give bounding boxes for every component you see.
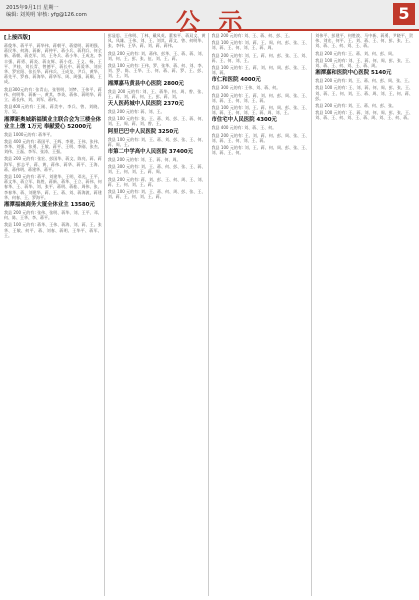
section-text: 我县 200 元的有: 刘、王、蒋、何、彭、张。 <box>315 103 397 109</box>
section <box>212 117 310 130</box>
column-4 <box>315 33 415 596</box>
section <box>315 103 413 108</box>
section <box>212 105 310 115</box>
date-line: 2015年9月1日 星期一 <box>6 5 59 11</box>
page-title: 公 示 <box>176 7 248 36</box>
section-text: 我县 200 元的有: 蒋、刘、彭、王、何、周、王、刘、蒋、王、何、刘、王、蒋。 <box>107 176 206 187</box>
section <box>108 129 206 147</box>
section-text: 我县 200 元的有: 刘、王、蒋、何、周。 <box>107 157 181 163</box>
section-heading: 市第二中学高中人民医院 37400元 <box>107 149 194 156</box>
section <box>212 77 310 90</box>
section <box>4 174 102 200</box>
section-heading: 市住宅中人民医院 4300元 <box>211 117 277 124</box>
section <box>212 65 310 75</box>
section <box>212 145 310 155</box>
section-heading: 阿里巴巴中人民医院 3250元 <box>107 128 179 135</box>
section-heading: 市仁和医院 4000元 <box>211 77 261 84</box>
section-text: 我县 100 元的有: 王、蒋、刘、何、周、彭、张、王、刘、蒋、王、何、刘、王、蒋、周、刘、王、何、蒋。 <box>315 110 413 121</box>
section-text: 刘伟平、彭建平、何胜波、马中新、蒋勇、尹晓平、贺伟、刘宏、何平、王、刘、蒋、王、何、彭、张、王、刘、蒋、王、何、刘、王、蒋。 <box>315 33 413 49</box>
section-text: 彭显思、王伟明、丁林、戴凤英、董家平、蒋双文、黄凤、凤雄、王伟、刘、王、刘其、蒋文、曾、何明华、张、李伟、王华、蒋、刘、蒋、蒋伟。 <box>107 33 206 49</box>
section-text: 我县 200 元的有: 张宏、彭国华、蒋文、陈亮、蒋、蒋海军、彭志平、蒋、黄、蒋伟、蒋华、蒋平、王海、蒋、蒋伟明、蒋建华、蒋平。 <box>4 156 102 172</box>
section <box>108 177 206 187</box>
section-text: 我县 100 元的有: 张、王、蒋、刘、彭、王、蒋、何、刘、王、周、蒋、刘、曾、王。 <box>107 116 206 127</box>
section <box>212 133 310 143</box>
section <box>212 53 310 63</box>
section-heading: 湘潭嘉和医院中心医院 5140元 <box>315 70 392 77</box>
section-text: 我县 200 元的有: 刘、王、蒋、何、彭、张、王、刘、蒋、王、何、刘、王。 <box>211 52 310 63</box>
editor-line: 编辑: 刘英明 审核: yfg@126.com <box>6 12 87 18</box>
section <box>4 104 102 114</box>
section-heading: 天人医药城中人民医院 2370元 <box>107 101 184 108</box>
section <box>4 156 102 172</box>
section-heading: 湘潭新奥城新福镇业主联合会为三楼全体业主上缴 1万元 奉献爱心 52000元 <box>4 116 102 130</box>
section <box>4 202 102 220</box>
section-text: 我县 100 元的有: 刘、王、蒋、何、周、彭、张、王、刘、蒋、王、何。 <box>211 145 310 156</box>
section <box>4 117 102 137</box>
section <box>108 81 206 99</box>
section-text: 我县 200 元的有: 刘、王、蒋、何、彭、周、张、王。 <box>315 78 413 84</box>
column-3 <box>212 33 313 596</box>
section <box>4 222 102 238</box>
section <box>4 87 102 103</box>
section-text: 我县 200 元的有: 刘、王、蒋、何、彭、王。 <box>211 33 293 38</box>
section <box>108 63 206 79</box>
section-text: 我县 400 元的有: 刘、蒋、王、何。 <box>211 125 277 131</box>
section-heading: 湘潭福城商务大厦全体业主 13580元 <box>4 202 95 209</box>
section-text: 我县 100 元的有: 蒋平、刘建华、王明、邓光、王平、蒋文华、蒋立军、陈胜、蒋新、蒋华、王立、蒋伟、何春华、王、蒋华、刘、张平、蒋明、蒋桂、周伟、张、李春华、蒋、刘建华、蒋、王、蒋、刘、蒋海波、蒋建华、何春、王、罗海平。 <box>4 174 102 200</box>
section-heading: [上接四版] <box>4 35 31 41</box>
section-text: 我县 100 元的有: 王、刘、蒋、何、周、彭、张、王、刘、蒋、王、何、刘、王、蒋、周、刘、王、何、蒋、彭。 <box>315 85 413 101</box>
section <box>108 116 206 126</box>
section-text: 我县 300 元的有: 王伟、刘、蒋、何。 <box>211 85 281 91</box>
section <box>315 85 413 101</box>
section-text: 我县 400 元的有: 蒋国平、王辉、李建、王伟、张伟、李华、刘强、张勇、王敏、蒋平、王明、李刚、张杰、刘伟、王磊、李军、张涛、王强。 <box>4 138 102 155</box>
section <box>108 101 206 114</box>
column-1 <box>4 33 105 596</box>
section-text: 我县 200 元的有: 刘、王、蒋华、何、周、曾、张、王、蒋、刘、蒋、何、王、彭、蒋、刘。 <box>107 88 206 99</box>
section <box>212 93 310 103</box>
section-text: 我县 100 元的有: 刘、蒋、王、周、何、彭、张、王、刘、蒋、王、何、刘、王、蒋、周。 <box>211 40 310 51</box>
section <box>212 40 310 50</box>
section <box>315 33 413 49</box>
section <box>315 110 413 120</box>
section-text: 我县 200 元的有: 刘、蒋伟、彭华、王、蒋、蒋、刘、刘、何、王、彭、张、伍、刘、王、蒋。 <box>107 50 206 61</box>
section-text: 我县 1000元的有: 蒋华平。 <box>4 131 55 137</box>
section-text: 我县 200 元的有: 王、蒋、刘、何、彭、周、张、王、刘、蒋、王、何、刘、王、蒋。 <box>211 92 310 103</box>
column-2 <box>108 33 209 596</box>
section-text: 我县 100 元的有: 王伟、罗、张华、蒋、何、刘、李、刘、罗、陈、王华、王、何、蒋、蒋、罗、王、彭、刘、王、刘。 <box>107 63 206 79</box>
section-text: 我县 200 元的有: 蒋、刘、王。 <box>107 109 165 115</box>
section-text: 我县 100 元的有: 刘、王、蒋、何、周、彭、张、王、刘、蒋、王、何、刘、王、蒋、周、刘、王。 <box>211 105 310 116</box>
section-text: 我县400元的有: 王刚、蒋美中、李兵、曾、刘晓、方、吴。 <box>4 104 102 115</box>
section-text: 我县 200 元的有: 王、刘、蒋、何、彭、周、张、王、刘、蒋、王、何、刘、王、蒋。 <box>211 132 310 143</box>
section-text: 我县300元的有: 张青山、张智明、刘梦、王伟平、蒋伟、何明华、蒋新一、黄其、李英、蒋伟、蒋明华、蒋立、蒋长伟、刘、刘军、蒋伟。 <box>4 86 102 103</box>
section-text: 我县 100 元的有: 王、蒋、刘、何、周、彭、张、王、刘、蒋。 <box>211 65 310 76</box>
section <box>4 139 102 155</box>
section-text: 我县 300 元的有: 刘、王、蒋、何、彭、张、王、蒋、刘、王、何、刘、王、蒋、周。 <box>107 164 206 175</box>
section-text: 我县 100 元的有: 刘、王、蒋、刘、彭、张、王、何、蒋、周、王。 <box>107 136 206 147</box>
section <box>315 70 413 83</box>
section <box>108 164 206 174</box>
section <box>108 189 206 199</box>
section <box>315 51 413 56</box>
section <box>108 149 206 162</box>
section-heading: 湘潭嘉马黄县中心医院 2800元 <box>107 80 184 87</box>
section-text: 我县 200 元的有: 张伟、张明、蒋华、刘、王平、邓、何、陈、王华、李、蒋平。 <box>4 210 102 221</box>
columns-container <box>4 33 415 596</box>
section-text: 我县 100 元的有: 蒋华、王伟、蒋海、刘、蒋、王、张华、王敏、何平、蒋、刘春、蒋明、王华平、蒋军、王。 <box>4 222 102 238</box>
section-text: 我县 200 元的有: 王、蒋、刘、何、彭、周。 <box>315 50 397 56</box>
section-text: 我县 100 元的有: 刘、王、蒋、何、周、彭、张、王、刘、蒋、王、何、刘、王、蒋、周。 <box>315 57 413 69</box>
section <box>108 51 206 61</box>
page-number-badge: 5 <box>393 3 415 25</box>
section <box>212 33 310 38</box>
section <box>4 35 102 85</box>
section <box>108 33 206 49</box>
section-text: 我县 100 元的有: 刘、王、蒋、何、周、彭、张、王、刘、蒋、王、何、刘、王、蒋。 <box>107 189 206 200</box>
section <box>315 58 413 68</box>
section-text: 蒋俊华、蒋平平、蒋华伟、蒋朝平、蒋望明、蒋明强、蒋民华、何海、蒋新、蒋仲平、蒋小兵、蒋利兵、何全新、蒋朝、蒋克军、刘、王冬兵、蒋小华、王成龙、李丰强、蒋勇、蒋炎、蒋友辉、蒋小花、王义、杨、王平、尹桂、刘长青、曾德平、蒋长中、蒋爱华、刘庆华、罗宏阳、张长华、蒋伟兵、王成龙、尹兵、黄华、蒋先平、罗春、蒋海华、蒋华军、周、周强、蒋顺、王成。 <box>4 43 102 85</box>
